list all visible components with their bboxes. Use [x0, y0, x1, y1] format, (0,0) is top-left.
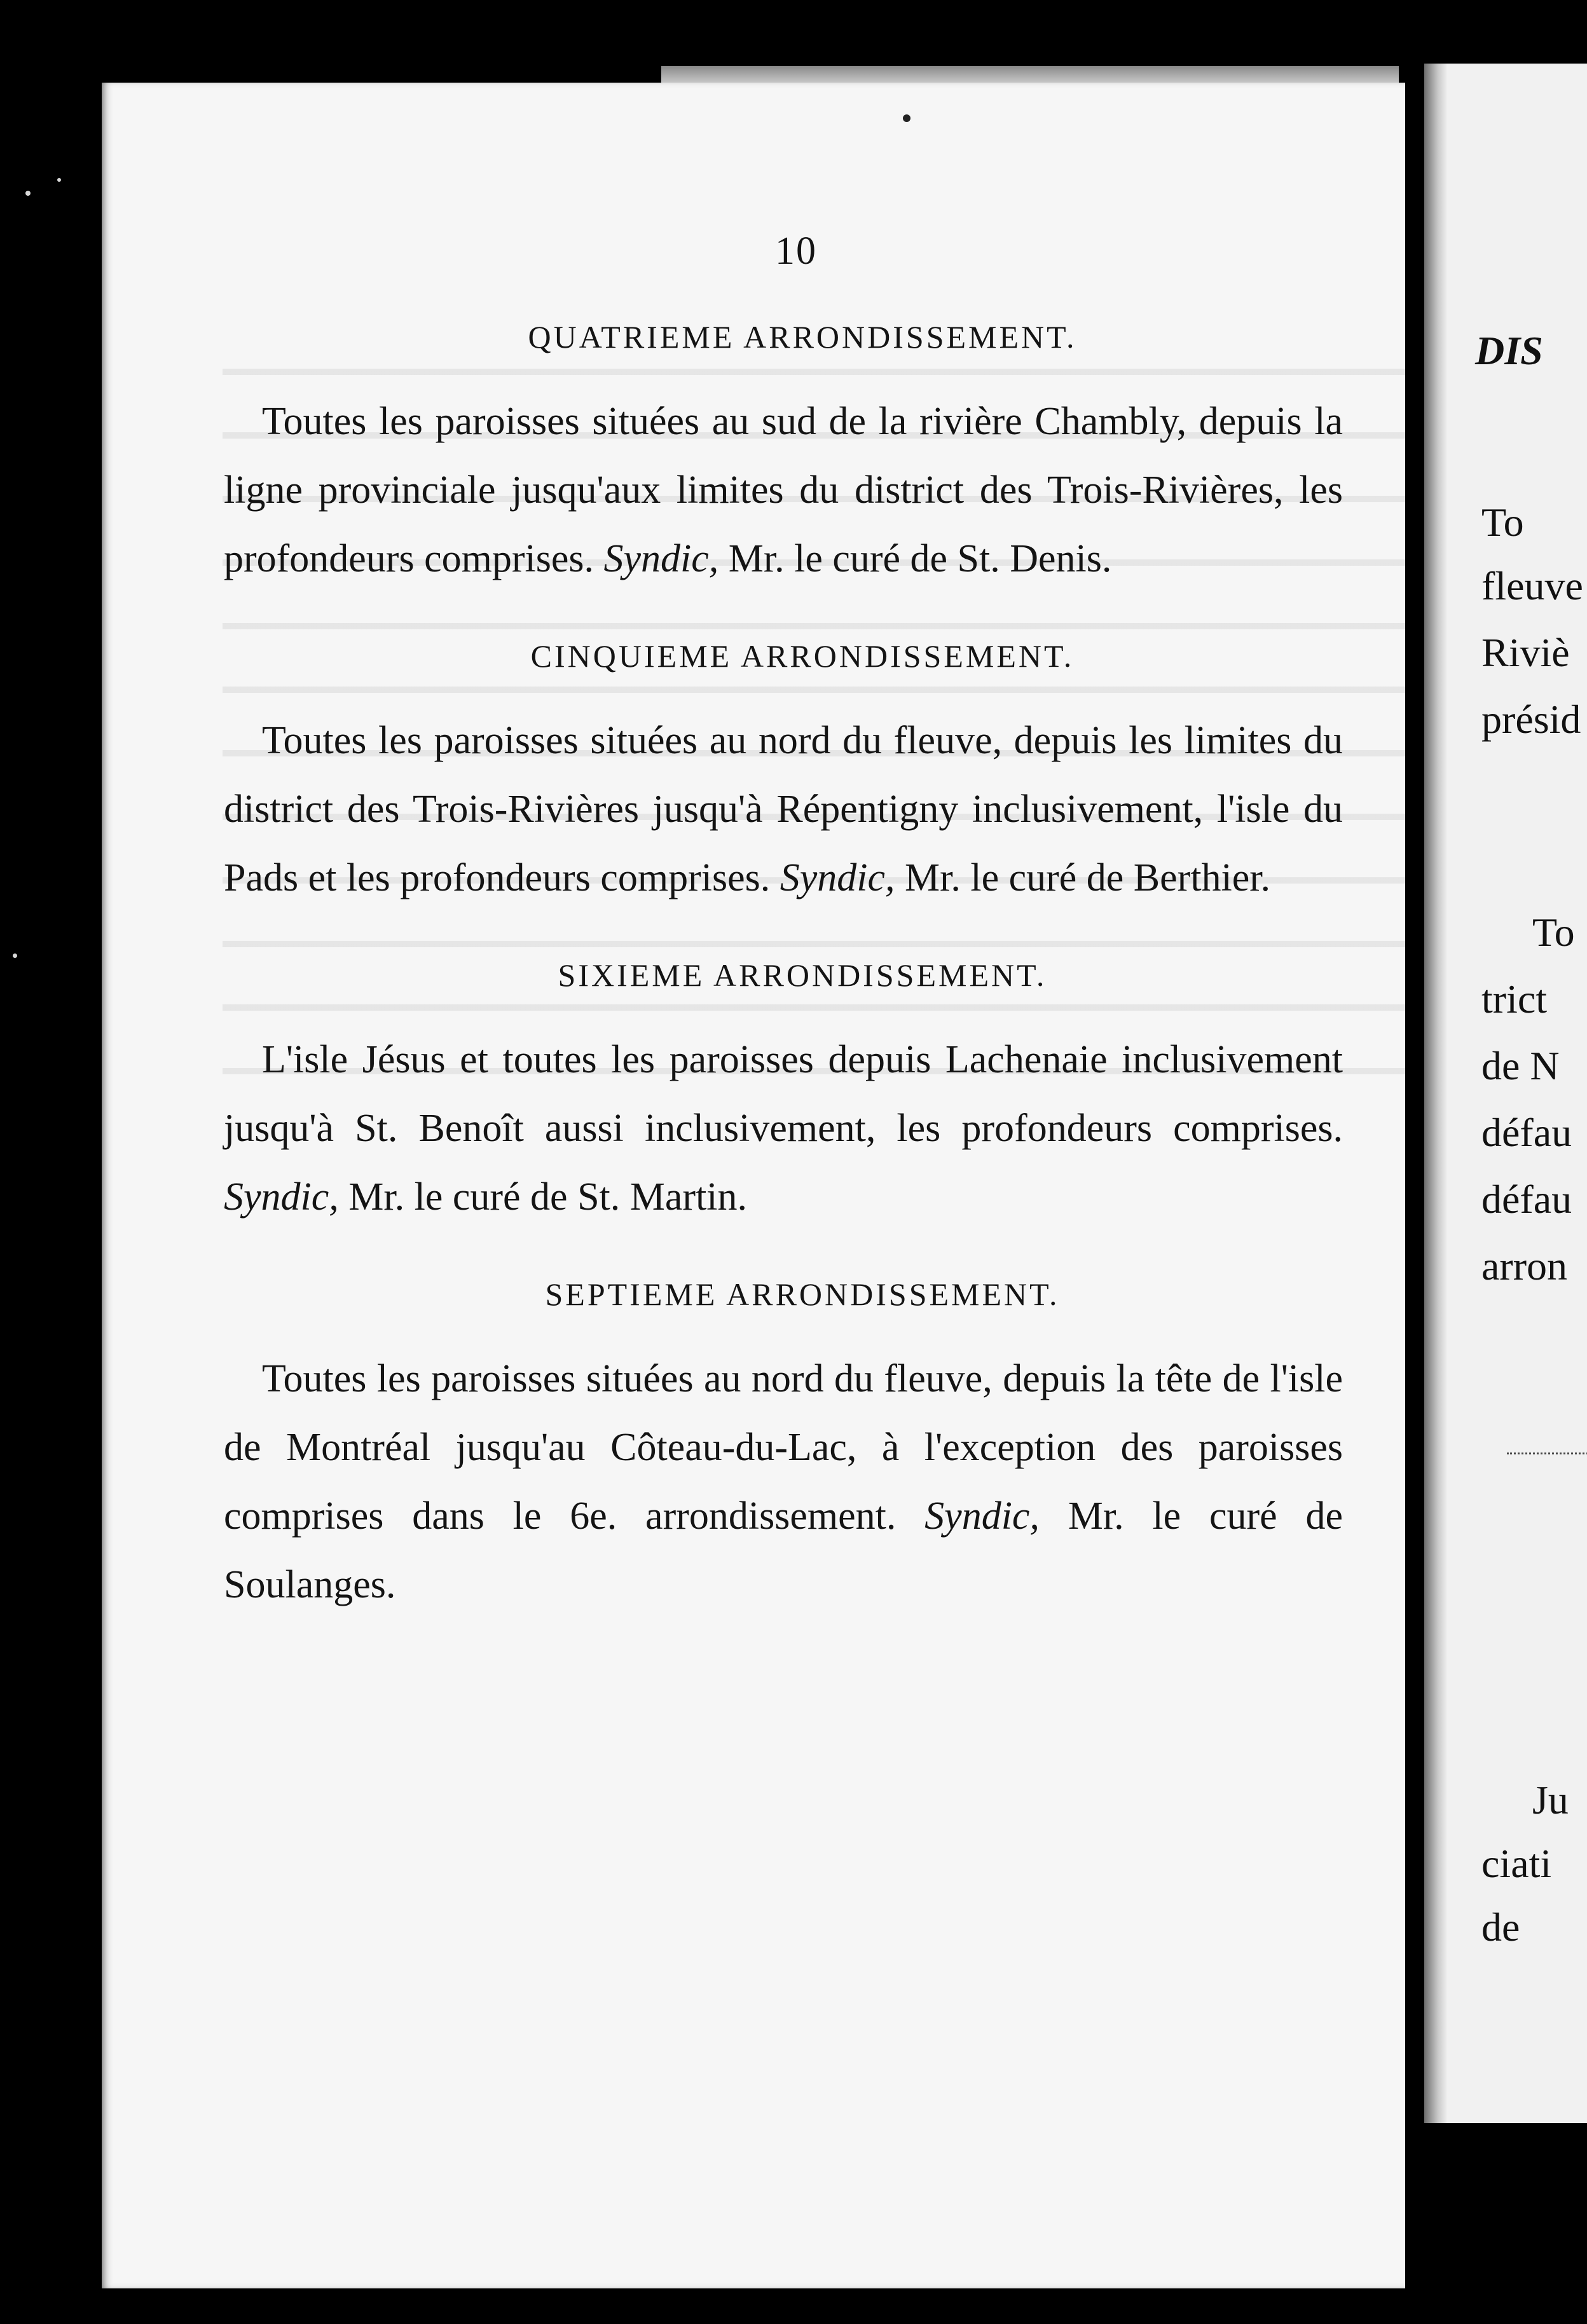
section-quatrieme: [224, 318, 1343, 593]
printer-mark: [903, 114, 910, 122]
syndic-label: Syndic,: [924, 1494, 1040, 1538]
facing-page-line: To: [1481, 500, 1524, 545]
facing-page-line: To: [1532, 910, 1575, 955]
facing-page-line: ciati: [1481, 1841, 1552, 1886]
section-heading: QUATRIEME ARRONDISSEMENT.: [528, 319, 1077, 355]
section-heading: SEPTIEME ARRONDISSEMENT.: [545, 1276, 1060, 1312]
section-septieme: [224, 1276, 1343, 1619]
facing-page-line: Ju: [1532, 1777, 1569, 1822]
facing-page-line: fleuve: [1481, 563, 1583, 608]
section-paragraph: [224, 387, 1343, 593]
scan-speck: [25, 191, 31, 196]
section-body: Toutes les paroisses situées au sud de la rivière Chambly, depuis la ligne provinciale jusqu'aux limites du district des Trois-Rivières, les profondeurs comprises.: [224, 400, 1343, 580]
page-number: 10: [775, 229, 817, 273]
facing-page-line: trict: [1481, 976, 1548, 1022]
section-heading: CINQUIEME ARRONDISSEMENT.: [530, 638, 1075, 674]
ornament-rule: [1507, 1452, 1587, 1459]
section-paragraph: [224, 1025, 1343, 1231]
syndic-text: Mr. le curé de St. Martin.: [348, 1175, 748, 1219]
syndic-label: Syndic,: [224, 1175, 339, 1219]
section-sixieme: [224, 957, 1343, 1231]
syndic-label: Syndic,: [603, 537, 719, 580]
section-paragraph: [224, 1344, 1343, 1619]
syndic-text: Mr. le curé de St. Denis.: [728, 537, 1112, 580]
syndic-text: Mr. le curé de Soulanges.: [224, 1494, 1343, 1606]
section-paragraph: [224, 706, 1343, 912]
page-text: [224, 229, 1343, 1664]
section-heading: SIXIEME ARRONDISSEMENT.: [558, 957, 1047, 993]
section-cinquieme: [224, 638, 1343, 912]
page-gutter-shadow: [1424, 64, 1447, 2123]
facing-page-line: présid: [1481, 697, 1581, 742]
facing-page-line: défau: [1481, 1177, 1572, 1222]
facing-page-line: défau: [1481, 1110, 1572, 1155]
section-body: Toutes les paroisses situées au nord du fleuve, depuis la tête de l'isle de Montréal jusqu'au Côteau-du-Lac, à l'exception des paroisses comprises dans le 6e. arrondissement.: [224, 1357, 1343, 1538]
scan-speck: [13, 954, 17, 958]
facing-page-heading: DIS: [1475, 328, 1543, 373]
syndic-text: Mr. le curé de Berthier.: [905, 856, 1271, 899]
facing-page: [1424, 64, 1587, 2123]
facing-page-line: arron: [1481, 1243, 1568, 1288]
section-body: L'isle Jésus et toutes les paroisses depuis Lachenaie inclusivement jusqu'à St. Benoît aussi inclusivement, les profondeurs comprises.: [224, 1038, 1343, 1150]
syndic-label: Syndic,: [780, 856, 895, 899]
facing-page-line: de N: [1481, 1043, 1560, 1088]
facing-page-line: de: [1481, 1904, 1520, 1950]
section-body: Toutes les paroisses situées au nord du fleuve, depuis les limites du district des Trois-Rivières jusqu'à Répentigny inclusivement, l'isle du Pads et les profondeurs comprises.: [224, 719, 1343, 899]
scan-speck: [57, 178, 61, 182]
facing-page-line: Riviè: [1481, 630, 1570, 675]
book-page: [102, 83, 1405, 2288]
